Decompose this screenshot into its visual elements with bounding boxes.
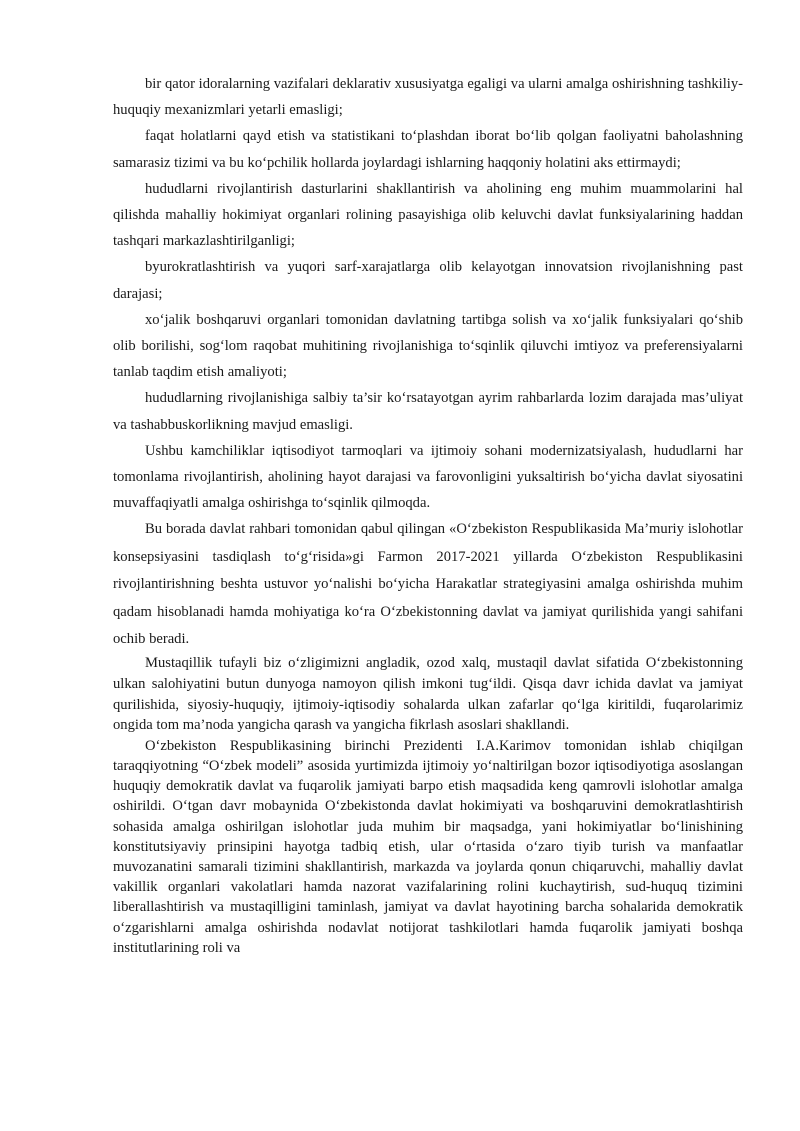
paragraph-10: O‘zbekiston Respublikasining birinchi Prezidenti I.A.Karimov tomonidan ishlab chiqilgan taraqqiyotning “O‘zbek modeli” asosida yurtimizda ijtimoiy yo‘naltirilgan bozor iqtisodiyotiga asoslangan huquqiy demokratik davlat va fuqarolik jamiyati barpo etish maqsadida keng qamrovli islohotlar amalga oshirildi. O‘tgan davr mobaynida O‘zbekistonda davlat hokimiyati va boshqaruvini demokratlashtirish sohasida amalga oshirilgan islohotlar juda muhim bir maqsadga, yani hokimiyatlar bo‘linishining konstitutsiyaviy prinsipini hayotga tadbiq etish, ular o‘rtasida o‘zaro tiyib turish va manfaatlar muvozanatini samarali tizimini shakllantirish, markazda va joylarda qonun chiqaruvchi, mahalliy davlat vakillik organlari vakolatlari hamda nazorat vazifalarining rolini kuchaytirish, sud-huquq tizimini liberallashtirish va mustaqilligini taminlash, jamiyat va davlat hayotining barcha sohalarida demokratik o‘zgarishlarni amalga oshirishda nodavlat notijorat tashkilotlari hamda fuqarolik jamiyati boshqa institutlarining roli va (113, 737, 743, 956)
document-page (113, 71, 743, 958)
paragraph-3: hududlarni rivojlantirish dasturlarini shakllantirish va aholining eng muhim muammolarini hal qilishda mahalliy hokimiyat organlari rolining pasayishiga olib keluvchi davlat funksiyalarining haddan tashqari markazlashtirilganligi; (113, 180, 743, 250)
paragraph-2: faqat holatlarni qayd etish va statistikani to‘plashdan iborat bo‘lib qolgan faoliyatni baholashning samarasiz tizimi va bu ko‘pchilik hollarda joylardagi ishlarning haqqoniy holatini aks ettirmaydi; (113, 128, 743, 171)
paragraph-5: xo‘jalik boshqaruvi organlari tomonidan davlatning tartibga solish va xo‘jalik funksiyalari qo‘shib olib borilishi, sog‘lom raqobat muhitining rivojlanishiga to‘sqinlik qiluvchi imtiyoz va preferensiyalarni tanlab taqdim etish amaliyoti; (113, 311, 743, 381)
paragraph-7: Ushbu kamchiliklar iqtisodiyot tarmoqlari va ijtimoiy sohani modernizatsiyalash, hududlarni har tomonlama rivojlantirish, aholining hayot darajasi va farovonligini yuksaltirish bo‘yicha davlat siyosatini muvaffaqiyatli amalga oshirishga to‘sqinlik qilmoqda. (113, 442, 743, 512)
paragraph-9: Mustaqillik tufayli biz o‘zligimizni angladik, ozod xalq, mustaqil davlat sifatida O‘zbekistonning ulkan salohiyatini butun dunyoga namoyon qilish imkoni tug‘ildi. Qisqa davr ichida davlat va jamiyat qurilishida, siyosiy-huquqiy, ijtimoiy-iqtisodiy sohalarda ulkan zafarlar qo‘lga kiritildi, fuqarolarimiz ongida tom ma’noda yangicha qarash va yangicha fikrlash asoslari shakllandi. (113, 655, 743, 734)
paragraph-6: hududlarning rivojlanishiga salbiy ta’sir ko‘rsatayotgan ayrim rahbarlarda lozim darajada mas’uliyat va tashabbuskorlikning mavjud emasligi. (113, 390, 743, 433)
paragraph-1: bir qator idoralarning vazifalari deklarativ xususiyatga egaligi va ularni amalga oshirishning tashkiliy-huquqiy mexanizmlari yetarli emasligi; (113, 76, 743, 119)
paragraph-4: byurokratlashtirish va yuqori sarf-xarajatlarga olib kelayotgan innovatsion rivojlanishning past darajasi; (113, 259, 743, 302)
paragraph-8: Bu borada davlat rahbari tomonidan qabul qilingan «O‘zbekiston Respublikasida Ma’muriy islohotlar konsepsiyasini tasdiqlash to‘g‘risida»gi Farmon 2017-2021 yillarda O‘zbekiston Respublikasini rivojlantirishning beshta ustuvor yo‘nalishi bo‘yicha Harakatlar strategiyasini amalga oshirishda muhim qadam hisoblanadi hamda mohiyatiga ko‘ra O‘zbekistonning davlat va jamiyat qurilishida yangi sahifani ochib beradi. (113, 521, 743, 648)
